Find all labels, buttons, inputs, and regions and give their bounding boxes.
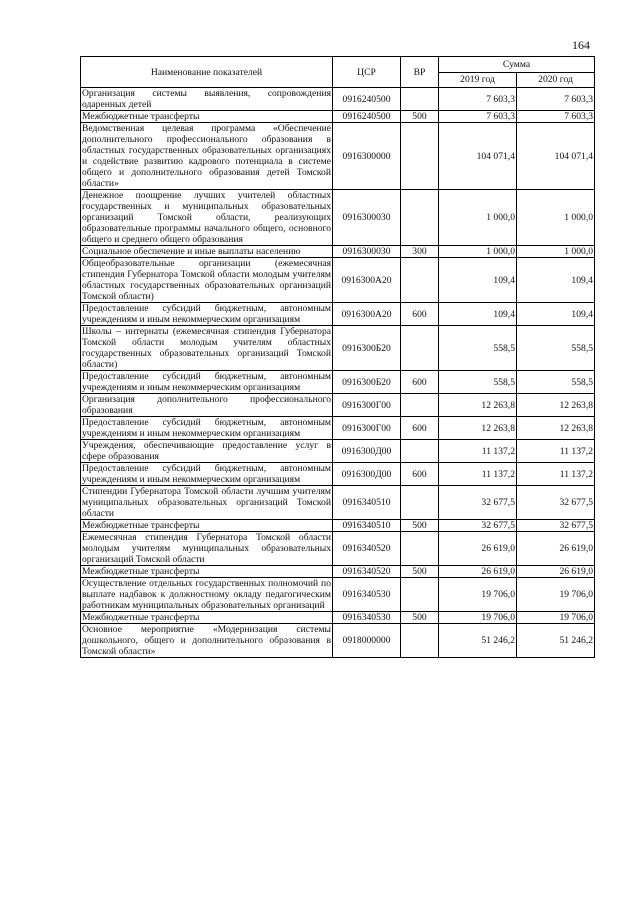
row-sum-2020: 51 246,2 bbox=[517, 624, 595, 658]
row-sum-2020: 11 137,2 bbox=[517, 440, 595, 463]
row-sum-2019: 1 000,0 bbox=[439, 190, 517, 246]
table-row bbox=[81, 326, 595, 371]
row-sum-2020: 558,5 bbox=[517, 326, 595, 371]
row-sum-2019: 558,5 bbox=[439, 326, 517, 371]
table-row bbox=[81, 246, 595, 258]
row-sum-2020: 104 071,4 bbox=[517, 123, 595, 190]
table-row bbox=[81, 612, 595, 624]
row-vr: 500 bbox=[401, 612, 439, 624]
row-name: Общеобразовательные организации (ежемесячная стипендия Губернатора Томской области молодым учителям областных государственных образовательных организаций Томской области) bbox=[82, 258, 331, 302]
row-csr: 0916240500 bbox=[333, 88, 401, 111]
header-vr: ВР bbox=[401, 57, 439, 88]
row-sum-2020: 26 619,0 bbox=[517, 566, 595, 578]
row-vr: 500 bbox=[401, 566, 439, 578]
table-row bbox=[81, 417, 595, 440]
table-row bbox=[81, 258, 595, 303]
table-row bbox=[81, 532, 595, 566]
table-row bbox=[81, 463, 595, 486]
table-row bbox=[81, 123, 595, 190]
row-vr: 600 bbox=[401, 371, 439, 394]
header-sum: Сумма bbox=[439, 57, 595, 73]
row-name: Основное мероприятие «Модернизация системы дошкольного, общего и дополнительного образования в Томской области» bbox=[82, 624, 331, 657]
header-year-2019: 2019 год bbox=[439, 72, 517, 88]
row-vr bbox=[401, 532, 439, 566]
row-sum-2019: 558,5 bbox=[439, 371, 517, 394]
row-name: Школы – интернаты (ежемесячная стипендия Губернатора Томской области молодым учителям областных государственных образовательных организаций Томской области) bbox=[82, 326, 331, 370]
row-csr: 0916300Б20 bbox=[333, 371, 401, 394]
row-sum-2020: 26 619,0 bbox=[517, 532, 595, 566]
budget-table bbox=[80, 56, 595, 658]
row-sum-2020: 7 603,3 bbox=[517, 88, 595, 111]
row-sum-2019: 51 246,2 bbox=[439, 624, 517, 658]
row-csr: 0916300А20 bbox=[333, 303, 401, 326]
page-number: 164 bbox=[572, 38, 590, 52]
row-vr: 500 bbox=[401, 520, 439, 532]
row-name: Осуществление отдельных государственных полномочий по выплате надбавок к должностному окладу педагогическим работникам муниципальных образовательных организаций bbox=[82, 578, 331, 611]
row-csr: 0916340520 bbox=[333, 532, 401, 566]
row-csr: 0916300000 bbox=[333, 123, 401, 190]
row-vr bbox=[401, 88, 439, 111]
row-sum-2020: 109,4 bbox=[517, 258, 595, 303]
row-vr bbox=[401, 624, 439, 658]
table-row bbox=[81, 440, 595, 463]
row-csr: 0916300А20 bbox=[333, 258, 401, 303]
table-row bbox=[81, 394, 595, 417]
table-row bbox=[81, 624, 595, 658]
row-name: Предоставление субсидий бюджетным, автономным учреждениям и иным некоммерческим организациям bbox=[82, 303, 331, 325]
row-sum-2019: 12 263,8 bbox=[439, 417, 517, 440]
row-csr: 0916300Г00 bbox=[333, 417, 401, 440]
row-vr bbox=[401, 440, 439, 463]
table-row bbox=[81, 578, 595, 612]
row-vr bbox=[401, 123, 439, 190]
row-sum-2019: 1 000,0 bbox=[439, 246, 517, 258]
row-name: Предоставление субсидий бюджетным, автономным учреждениям и иным некоммерческим организациям bbox=[82, 463, 331, 485]
row-sum-2019: 109,4 bbox=[439, 303, 517, 326]
row-sum-2019: 11 137,2 bbox=[439, 440, 517, 463]
row-sum-2019: 12 263,8 bbox=[439, 394, 517, 417]
row-sum-2020: 558,5 bbox=[517, 371, 595, 394]
row-sum-2019: 19 706,0 bbox=[439, 578, 517, 612]
row-name: Межбюджетные трансферты bbox=[81, 111, 333, 123]
table-row bbox=[81, 486, 595, 520]
row-vr: 600 bbox=[401, 417, 439, 440]
row-sum-2019: 32 677,5 bbox=[439, 520, 517, 532]
row-sum-2019: 26 619,0 bbox=[439, 566, 517, 578]
row-sum-2020: 19 706,0 bbox=[517, 612, 595, 624]
row-csr: 0916340530 bbox=[333, 578, 401, 612]
row-csr: 0916340510 bbox=[333, 486, 401, 520]
header-year-2020: 2020 год bbox=[517, 72, 595, 88]
row-sum-2020: 32 677,5 bbox=[517, 520, 595, 532]
row-vr bbox=[401, 326, 439, 371]
row-csr: 0916340530 bbox=[333, 612, 401, 624]
row-name: Ведомственная целевая программа «Обеспечение дополнительного профессионального образования в областных государственных образовательных организациях и содействие развитию кадрового потенциала в системе общего и дополнительного образования детей Томской области» bbox=[82, 123, 331, 189]
row-csr: 0916340510 bbox=[333, 520, 401, 532]
row-sum-2020: 1 000,0 bbox=[517, 246, 595, 258]
row-name: Организация дополнительного профессионального образования bbox=[82, 394, 331, 416]
header-csr: ЦСР bbox=[333, 57, 401, 88]
row-csr: 0916240500 bbox=[333, 111, 401, 123]
row-csr: 0916300030 bbox=[333, 190, 401, 246]
row-csr: 0916300Д00 bbox=[333, 440, 401, 463]
row-sum-2020: 109,4 bbox=[517, 303, 595, 326]
row-vr: 500 bbox=[401, 111, 439, 123]
table-row bbox=[81, 371, 595, 394]
row-sum-2020: 1 000,0 bbox=[517, 190, 595, 246]
row-sum-2019: 11 137,2 bbox=[439, 463, 517, 486]
row-vr bbox=[401, 578, 439, 612]
row-sum-2019: 104 071,4 bbox=[439, 123, 517, 190]
row-name: Организация системы выявления, сопровождения одаренных детей bbox=[82, 88, 331, 110]
row-vr bbox=[401, 190, 439, 246]
table-row bbox=[81, 190, 595, 246]
row-sum-2019: 7 603,3 bbox=[439, 111, 517, 123]
row-name: Межбюджетные трансферты bbox=[81, 566, 333, 578]
row-vr: 300 bbox=[401, 246, 439, 258]
row-sum-2019: 32 677,5 bbox=[439, 486, 517, 520]
row-vr: 600 bbox=[401, 463, 439, 486]
row-sum-2020: 11 137,2 bbox=[517, 463, 595, 486]
row-csr: 0918000000 bbox=[333, 624, 401, 658]
row-name: Денежное поощрение лучших учителей областных государственных и муниципальных образовательных организаций Томской области, реализующих образовательные программы начального общего, основного общего и среднего общего образования bbox=[82, 190, 331, 245]
row-name: Предоставление субсидий бюджетным, автономным учреждениям и иным некоммерческим организациям bbox=[82, 371, 331, 393]
row-csr: 0916340520 bbox=[333, 566, 401, 578]
table-body bbox=[81, 88, 595, 658]
row-sum-2020: 19 706,0 bbox=[517, 578, 595, 612]
row-sum-2020: 12 263,8 bbox=[517, 394, 595, 417]
table-row bbox=[81, 303, 595, 326]
row-sum-2019: 7 603,3 bbox=[439, 88, 517, 111]
row-sum-2019: 109,4 bbox=[439, 258, 517, 303]
row-name: Предоставление субсидий бюджетным, автономным учреждениям и иным некоммерческим организациям bbox=[82, 417, 331, 439]
row-sum-2020: 7 603,3 bbox=[517, 111, 595, 123]
row-name: Ежемесячная стипендия Губернатора Томской области молодым учителям муниципальных образовательных организаций Томской области bbox=[82, 532, 331, 565]
row-name: Социальное обеспечение и иные выплаты населению bbox=[81, 246, 333, 258]
row-sum-2020: 12 263,8 bbox=[517, 417, 595, 440]
row-csr: 0916300Д00 bbox=[333, 463, 401, 486]
table-header bbox=[81, 57, 595, 88]
row-sum-2020: 32 677,5 bbox=[517, 486, 595, 520]
row-sum-2019: 26 619,0 bbox=[439, 532, 517, 566]
row-name: Межбюджетные трансферты bbox=[81, 612, 333, 624]
table-row bbox=[81, 566, 595, 578]
row-vr bbox=[401, 486, 439, 520]
row-vr bbox=[401, 258, 439, 303]
row-name: Межбюджетные трансферты bbox=[81, 520, 333, 532]
table-row bbox=[81, 88, 595, 111]
table-row bbox=[81, 520, 595, 532]
row-vr bbox=[401, 394, 439, 417]
row-vr: 600 bbox=[401, 303, 439, 326]
row-sum-2019: 19 706,0 bbox=[439, 612, 517, 624]
row-csr: 0916300Б20 bbox=[333, 326, 401, 371]
row-csr: 0916300Г00 bbox=[333, 394, 401, 417]
row-name: Стипендии Губернатора Томской области лучшим учителям муниципальных образовательных организаций Томской области bbox=[82, 486, 331, 519]
row-csr: 0916300030 bbox=[333, 246, 401, 258]
table-row bbox=[81, 111, 595, 123]
header-name: Наименование показателей bbox=[81, 57, 333, 88]
row-name: Учреждения, обеспечивающие предоставление услуг в сфере образования bbox=[82, 440, 331, 462]
